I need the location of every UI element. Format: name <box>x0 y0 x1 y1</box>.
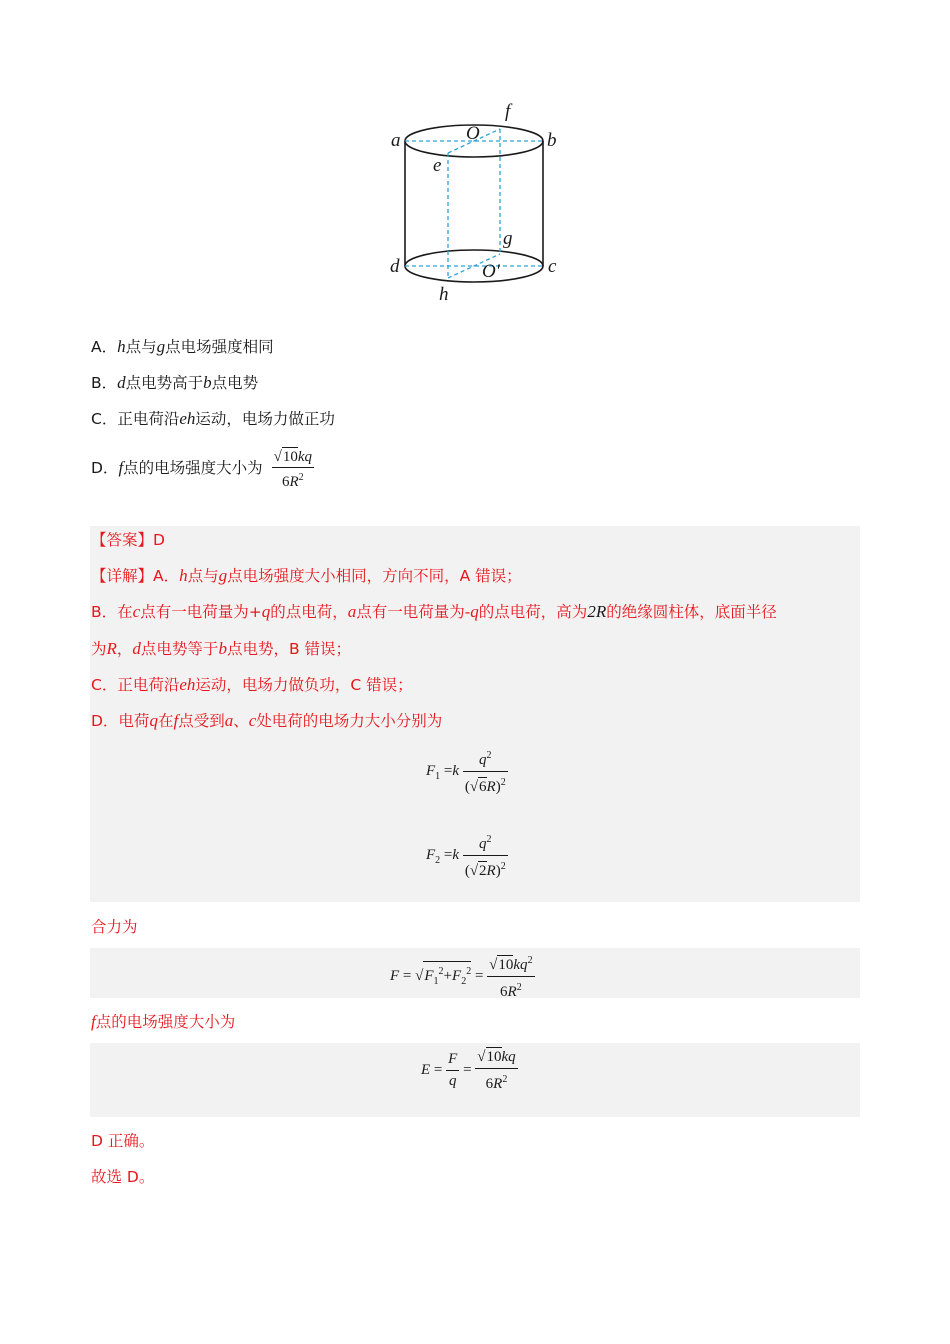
formula-f2: $F_2 =k$ $\frac{q^2}{(√2R)^2}$ <box>426 830 508 881</box>
formula-f1: $F_1 =k$ $\frac{q^2}{(√6R)^2}$ <box>426 746 508 797</box>
label-g: g <box>503 228 513 249</box>
option-d-fraction: $\frac{√10kq}{6R^2}$ <box>273 448 313 490</box>
formula-e: E = $\frac{F}{q}$ = $\frac{√10kq}{6R^2}$ <box>421 1049 516 1092</box>
label-d: d <box>390 256 400 277</box>
option-a: A．h点与g点电场强度相同 <box>91 337 274 356</box>
option-d: D．f点的电场强度大小为 $\frac{√10kq}{6R^2}$ <box>91 448 313 490</box>
detail-line-d: D．电荷q在f点受到a、c处电荷的电场力大小分别为 <box>91 711 443 730</box>
formula-f-total: $F = √F_1^2+F_2^2$ = $\frac{√10kq^2}{6R^2}$ <box>390 951 535 1002</box>
detail-line-c: C．正电荷沿eh运动，电场力做负功，C 错误； <box>91 675 413 694</box>
label-O: O <box>466 123 480 144</box>
detail-line-b1: B．在c点有一电荷量为+q的点电荷，a点有一电荷量为-q的点电荷，高为2R的绝缘圆柱体，底面半径 <box>91 602 777 621</box>
option-c: C．正电荷沿eh运动，电场力做正功 <box>91 409 335 428</box>
resultant-label: 合力为 <box>91 918 138 936</box>
label-h: h <box>439 284 449 305</box>
label-a: a <box>391 130 401 151</box>
detail-line-a: 【详解】A．h点与g点电场强度大小相同，方向不同，A 错误； <box>91 566 522 585</box>
label-c: c <box>548 256 557 277</box>
label-O-prime: O′ <box>482 261 500 282</box>
label-e: e <box>433 155 442 176</box>
label-f: f <box>505 101 511 122</box>
bottom-ellipse-front <box>405 266 543 282</box>
detail-line-b2: 为R，d点电势等于b点电势，B 错误； <box>91 639 351 658</box>
option-b: B．d点电势高于b点电势 <box>91 373 259 392</box>
label-b: b <box>547 130 557 151</box>
choose-line: 故选 D。 <box>91 1168 155 1186</box>
cylinder-figure <box>380 95 570 310</box>
answer-label: 【答案】D <box>91 531 165 549</box>
field-label: f点的电场强度大小为 <box>91 1012 236 1031</box>
correct-line: D 正确。 <box>91 1132 155 1150</box>
bottom-ellipse-back <box>405 250 543 266</box>
